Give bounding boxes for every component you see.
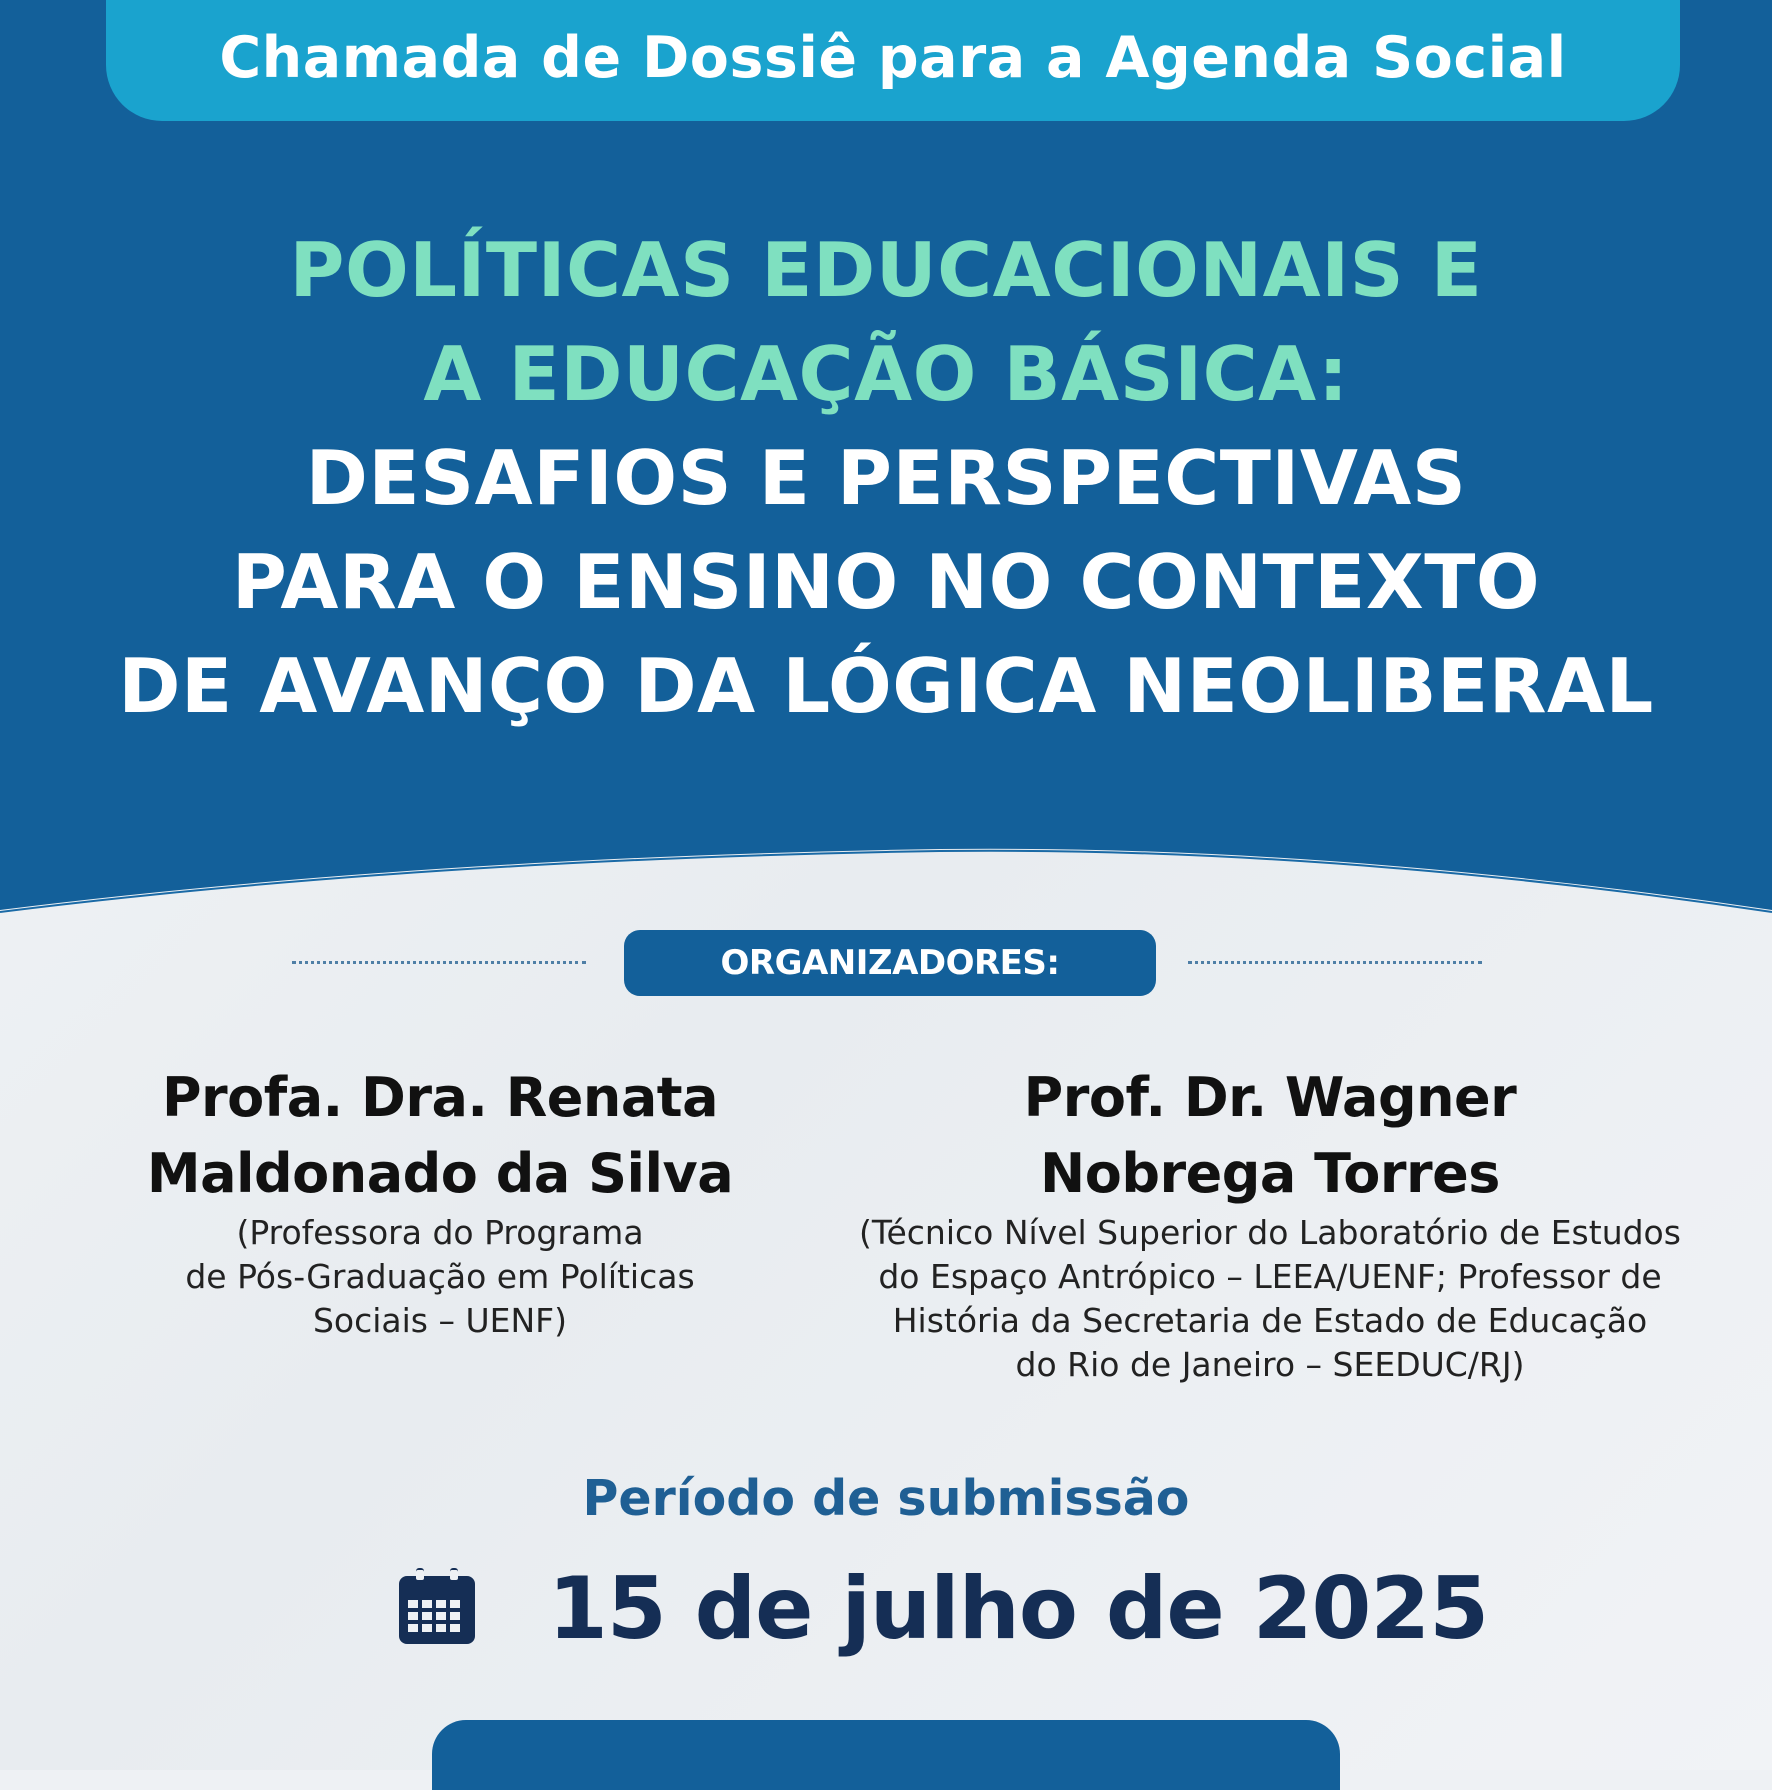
organizers-badge [624, 930, 1156, 996]
organizer-desc-line-2: do Espaço Antrópico – LEEA/UENF; Professor de [878, 1257, 1662, 1296]
organizer-desc-line-1: (Técnico Nível Superior do Laboratório de Estudos [859, 1213, 1681, 1252]
banner-title: Chamada de Dossiê para a Agenda Social [219, 24, 1567, 91]
headline-line-5: DE AVANÇO DA LÓGICA NEOLIBERAL [118, 642, 1654, 730]
organizer-name-line-1: Prof. Dr. Wagner [1023, 1066, 1517, 1129]
bottom-bar [432, 1720, 1340, 1790]
headline [0, 218, 1772, 738]
dotted-divider-right [1188, 961, 1482, 964]
submission-date: 15 de julho de 2025 [548, 1559, 1489, 1659]
organizer-desc-line-3: Sociais – UENF) [312, 1301, 568, 1340]
headline-line-4: PARA O ENSINO NO CONTEXTO [231, 538, 1541, 626]
submission-period-label: Período de submissão [582, 1470, 1190, 1527]
organizer-desc-line-3: História da Secretaria de Estado de Educação [892, 1301, 1648, 1340]
calendar-icon [396, 1566, 478, 1648]
organizer-name-line-1: Profa. Dra. Renata [161, 1066, 719, 1129]
organizers-header [0, 930, 1772, 996]
organizer-desc-line-1: (Professora do Programa [236, 1213, 644, 1252]
dotted-divider-left [292, 961, 586, 964]
organizer-renata [90, 1060, 790, 1344]
organizer-wagner [820, 1060, 1720, 1388]
organizer-name-line-2: Maldonado da Silva [146, 1142, 734, 1205]
top-banner [106, 0, 1680, 121]
organizer-desc-line-4: do Rio de Janeiro – SEEDUC/RJ) [1015, 1345, 1525, 1384]
submission-date-row [0, 1554, 1772, 1664]
organizer-desc-line-2: de Pós-Graduação em Políticas [185, 1257, 695, 1296]
headline-line-1: POLÍTICAS EDUCACIONAIS E [289, 226, 1483, 314]
organizer-name-line-2: Nobrega Torres [1040, 1142, 1500, 1205]
organizers-label: ORGANIZADORES: [720, 943, 1060, 983]
headline-line-3: DESAFIOS E PERSPECTIVAS [305, 434, 1467, 522]
headline-line-2: A EDUCAÇÃO BÁSICA: [423, 330, 1349, 418]
